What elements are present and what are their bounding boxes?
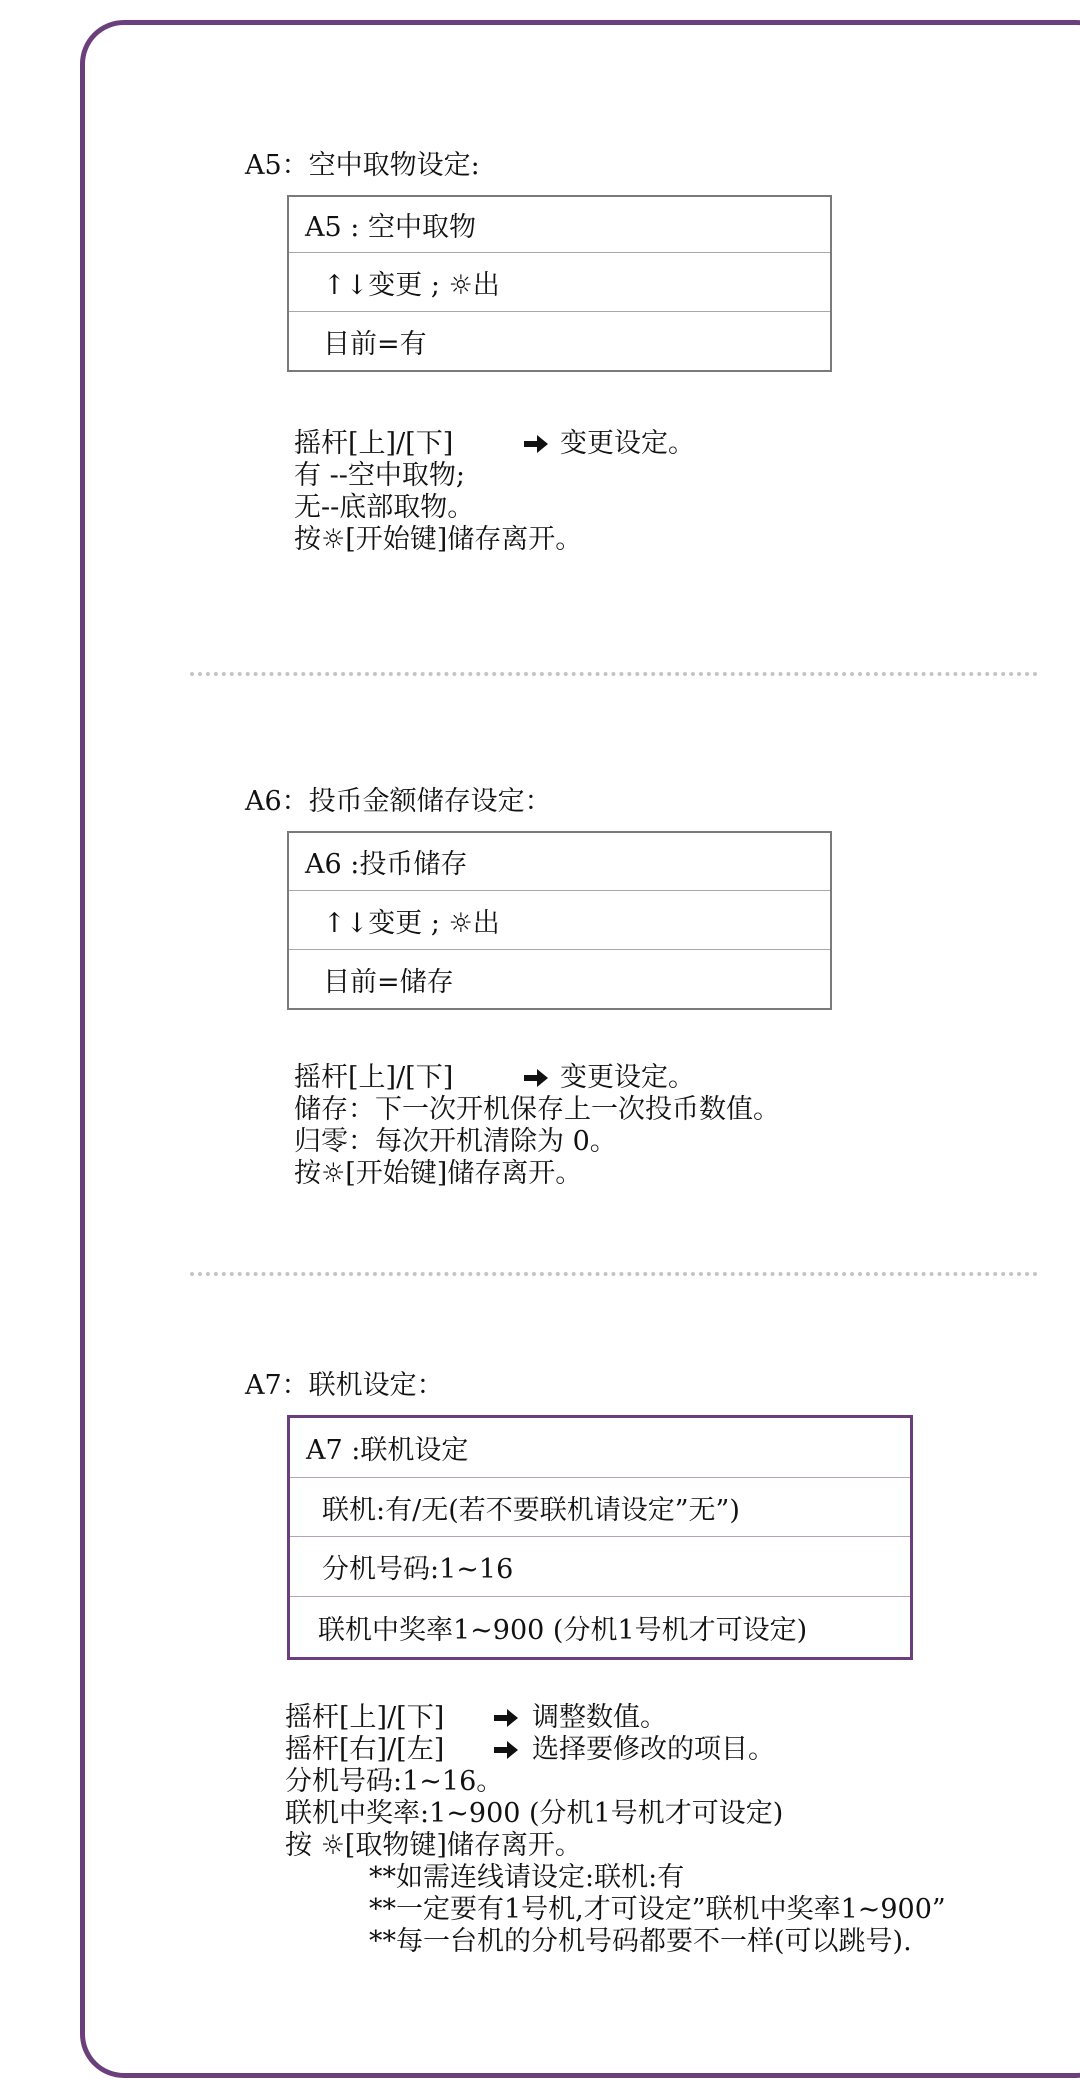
- a5-option-no: 无--底部取物。: [294, 492, 475, 523]
- a7-joystick-leftright-keys: 摇杆[右]/[左]: [285, 1734, 445, 1765]
- a6-joystick-instruction: [294, 1062, 780, 1094]
- a7-lcd-win-rate: 联机中奖率1~900 (分机1号机才可设定): [318, 1614, 808, 1646]
- a7-lcd-unit-number: 分机号码:1~16: [290, 1537, 910, 1597]
- a7-joystick-leftright-instruction: [285, 1734, 946, 1766]
- a7-instructions: [285, 1702, 946, 1958]
- a7-joystick-updown-keys: 摇杆[上]/[下]: [285, 1702, 445, 1733]
- a6-instructions: [294, 1062, 780, 1190]
- a6-joystick-action: 变更设定。: [560, 1062, 695, 1093]
- a7-save-instruction: 按 ☼[取物键]储存离开。: [285, 1830, 582, 1861]
- a6-lcd-current-value: 目前=储存: [323, 966, 454, 998]
- a5-lcd-header: A5 : 空中取物: [289, 197, 830, 253]
- a7-lcd-display: [287, 1415, 913, 1660]
- a6-save-instruction: 按☼[开始键]储存离开。: [294, 1158, 583, 1189]
- a6-lcd-header: A6 :投币储存: [289, 833, 830, 891]
- section-a6-title: A6：投币金额储存设定：: [245, 786, 552, 817]
- a7-lcd-link-setting: 联机:有/无(若不要联机请设定”无”): [290, 1478, 910, 1537]
- a7-unit-number-range: 分机号码:1~16。: [285, 1766, 504, 1797]
- a5-lcd-controls: ↑↓变更 ; ☼出: [289, 253, 830, 312]
- a5-option-yes: 有 --空中取物;: [294, 460, 465, 491]
- right-arrow-icon: [522, 433, 550, 455]
- a7-joystick-updown-action: 调整数值。: [532, 1702, 667, 1733]
- right-arrow-icon: [522, 1067, 550, 1089]
- section-divider: [190, 1272, 1038, 1276]
- a7-joystick-leftright-action: 选择要修改的项目。: [532, 1734, 775, 1765]
- section-a7-title: A7：联机设定：: [245, 1370, 444, 1401]
- a5-save-instruction: 按☼[开始键]储存离开。: [294, 524, 583, 555]
- right-arrow-icon: [492, 1707, 520, 1729]
- a7-lcd-header: A7 :联机设定: [290, 1418, 910, 1478]
- a7-tips: [285, 1862, 946, 1958]
- a5-lcd-current-value: 目前=有: [323, 328, 427, 360]
- a5-joystick-action: 变更设定。: [560, 428, 695, 459]
- a7-win-rate-range: 联机中奖率:1~900 (分机1号机才可设定): [285, 1798, 784, 1829]
- right-arrow-icon: [492, 1739, 520, 1761]
- section-divider: [190, 672, 1038, 676]
- a6-option-save: 储存：下一次开机保存上一次投币数值。: [294, 1094, 780, 1125]
- a6-lcd-controls: ↑↓变更 ; ☼出: [289, 891, 830, 950]
- a6-option-reset: 归零：每次开机清除为 0。: [294, 1126, 617, 1157]
- a5-lcd-display: [287, 195, 832, 372]
- a6-joystick-keys: 摇杆[上]/[下]: [294, 1062, 454, 1093]
- a5-instructions: [294, 428, 695, 556]
- a6-lcd-display: [287, 831, 832, 1010]
- a7-tip-link: **如需连线请设定:联机:有: [369, 1862, 685, 1893]
- a7-tip-master-unit: **一定要有1号机,才可设定”联机中奖率1~900”: [369, 1894, 946, 1925]
- a5-joystick-instruction: [294, 428, 695, 460]
- a7-tip-unique-number: **每一台机的分机号码都要不一样(可以跳号).: [369, 1926, 912, 1957]
- a7-joystick-updown-instruction: [285, 1702, 946, 1734]
- section-a5-title: A5：空中取物设定:: [245, 150, 480, 181]
- a5-joystick-keys: 摇杆[上]/[下]: [294, 428, 454, 459]
